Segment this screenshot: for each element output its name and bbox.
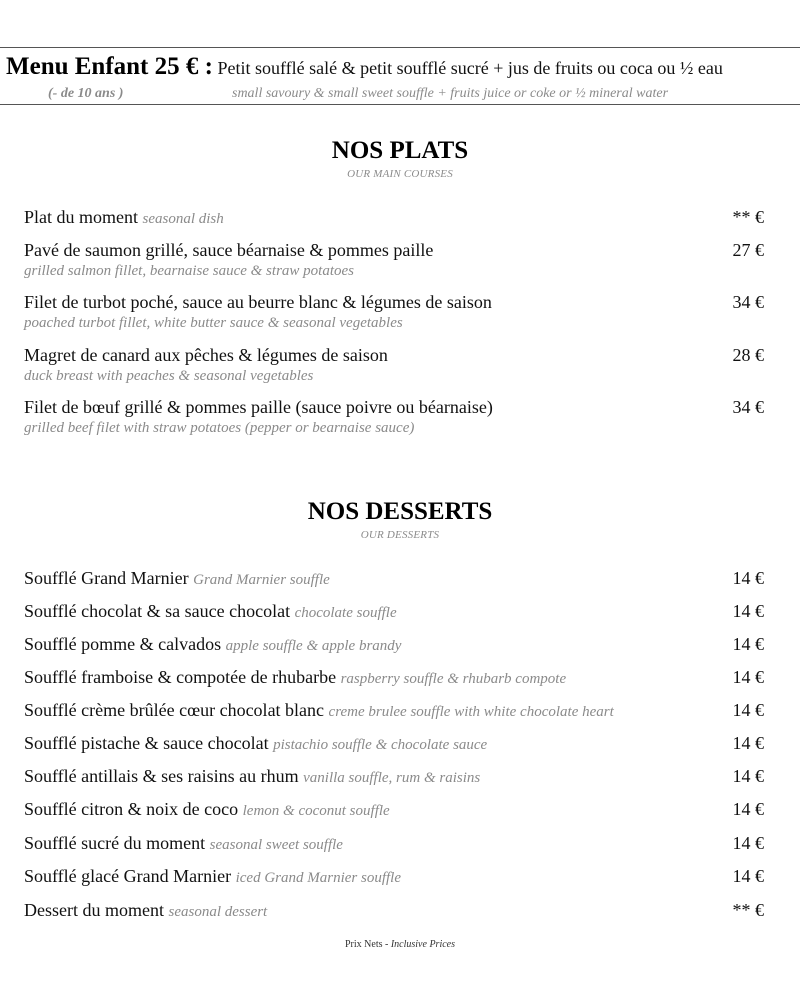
desserts-title: NOS DESSERTS bbox=[307, 498, 493, 525]
menu-item-name-line bbox=[24, 206, 224, 230]
price-note bbox=[0, 939, 800, 950]
dessert-item-translation: apple souffle & apple brandy bbox=[225, 638, 402, 654]
dessert-item-name-line bbox=[24, 699, 614, 723]
dessert-item-price: 14 € bbox=[732, 866, 764, 886]
dessert-item bbox=[24, 798, 764, 822]
dessert-item-price: ** € bbox=[732, 900, 764, 920]
dessert-item-name-line bbox=[24, 732, 487, 756]
dessert-item-price: 14 € bbox=[732, 766, 764, 786]
dessert-item-name: Soufflé glacé Grand Marnier bbox=[24, 866, 232, 886]
main-courses-title: NOS PLATS bbox=[331, 137, 469, 164]
dessert-item-name-line bbox=[24, 666, 566, 690]
dessert-item-translation: vanilla souffle, rum & raisins bbox=[303, 770, 481, 786]
dessert-item-price: 14 € bbox=[732, 568, 764, 588]
dessert-item bbox=[24, 699, 764, 723]
dessert-item-translation: Grand Marnier souffle bbox=[193, 572, 330, 588]
dessert-item bbox=[24, 600, 764, 624]
desserts-subtitle: OUR DESSERTS bbox=[360, 529, 440, 541]
menu-item bbox=[24, 396, 764, 446]
menu-item-name: Magret de canard aux pêches & légumes de saison bbox=[24, 345, 388, 365]
dessert-item-translation: lemon & coconut souffle bbox=[242, 803, 390, 819]
menu-item bbox=[24, 344, 764, 394]
dessert-item bbox=[24, 899, 764, 923]
top-divider bbox=[0, 47, 800, 48]
menu-item-price: ** € bbox=[732, 207, 764, 227]
dessert-item-price: 14 € bbox=[732, 601, 764, 621]
menu-item-name: Pavé de saumon grillé, sauce béarnaise & pommes paille bbox=[24, 240, 434, 260]
dessert-item-name: Soufflé framboise & compotée de rhubarbe bbox=[24, 667, 337, 687]
menu-item-translation: grilled salmon fillet, bearnaise sauce & straw potatoes bbox=[24, 263, 354, 279]
dessert-item bbox=[24, 832, 764, 856]
dessert-item-name: Soufflé pistache & sauce chocolat bbox=[24, 733, 269, 753]
dessert-item-name-line bbox=[24, 765, 480, 789]
dessert-item-price: 14 € bbox=[732, 833, 764, 853]
kids-menu-description: Petit soufflé salé & petit soufflé sucré + jus de fruits ou coca ou ½ eau bbox=[212, 58, 723, 78]
dessert-item-name: Soufflé Grand Marnier bbox=[24, 568, 189, 588]
price-note-fr: Prix Nets - bbox=[345, 939, 391, 950]
menu-item-translation: seasonal dish bbox=[142, 211, 224, 227]
kids-menu-title: Menu Enfant 25 € : bbox=[6, 53, 213, 80]
dessert-item bbox=[24, 567, 764, 591]
dessert-item-name-line bbox=[24, 798, 390, 822]
kids-menu-translation: small savoury & small sweet souffle + fruits juice or coke or ½ mineral water bbox=[232, 86, 669, 101]
menu-item-price: 27 € bbox=[732, 240, 764, 260]
dessert-item-name-line bbox=[24, 832, 343, 856]
dessert-item-translation: creme brulee souffle with white chocolate heart bbox=[328, 704, 614, 720]
dessert-item-price: 14 € bbox=[732, 667, 764, 687]
dessert-item-price: 14 € bbox=[732, 799, 764, 819]
dessert-item-price: 14 € bbox=[732, 733, 764, 753]
menu-item-translation: duck breast with peaches & seasonal vegetables bbox=[24, 368, 314, 384]
menu-item-translation: poached turbot fillet, white butter sauce & seasonal vegetables bbox=[24, 315, 403, 331]
dessert-item-name: Soufflé pomme & calvados bbox=[24, 634, 222, 654]
menu-item-name: Filet de turbot poché, sauce au beurre blanc & légumes de saison bbox=[24, 292, 492, 312]
dessert-item-name: Dessert du moment bbox=[24, 900, 164, 920]
dessert-item bbox=[24, 633, 764, 657]
dessert-item-translation: seasonal dessert bbox=[168, 904, 268, 920]
dessert-item-name: Soufflé sucré du moment bbox=[24, 833, 206, 853]
dessert-item-name-line bbox=[24, 899, 267, 923]
kids-menu-divider bbox=[0, 104, 800, 105]
dessert-item-name: Soufflé antillais & ses raisins au rhum bbox=[24, 766, 299, 786]
dessert-item-name-line bbox=[24, 600, 397, 624]
kids-menu-age-note: (- de 10 ans ) bbox=[48, 86, 124, 101]
kids-menu-line bbox=[6, 54, 723, 83]
dessert-item-name-line bbox=[24, 633, 401, 657]
dessert-item-translation: pistachio souffle & chocolate sauce bbox=[273, 737, 488, 753]
price-note-en: Inclusive Prices bbox=[390, 939, 455, 950]
menu-item-name: Plat du moment bbox=[24, 207, 138, 227]
dessert-item-name: Soufflé crème brûlée cœur chocolat blanc bbox=[24, 700, 325, 720]
menu-item-price: 34 € bbox=[732, 397, 764, 417]
menu-item-name: Filet de bœuf grillé & pommes paille (sauce poivre ou béarnaise) bbox=[24, 397, 493, 417]
menu-item bbox=[24, 239, 764, 289]
dessert-item-translation: chocolate souffle bbox=[294, 605, 397, 621]
dessert-item-price: 14 € bbox=[732, 634, 764, 654]
menu-item-translation: grilled beef filet with straw potatoes (pepper or bearnaise sauce) bbox=[24, 420, 415, 436]
dessert-item-translation: iced Grand Marnier souffle bbox=[235, 870, 401, 886]
dessert-item bbox=[24, 732, 764, 756]
dessert-item bbox=[24, 865, 764, 889]
dessert-item bbox=[24, 765, 764, 789]
dessert-item-name-line bbox=[24, 865, 401, 889]
dessert-item-translation: seasonal sweet souffle bbox=[209, 837, 343, 853]
menu-item-price: 28 € bbox=[732, 345, 764, 365]
dessert-item-name: Soufflé chocolat & sa sauce chocolat bbox=[24, 601, 291, 621]
dessert-item-price: 14 € bbox=[732, 700, 764, 720]
dessert-item-translation: raspberry souffle & rhubarb compote bbox=[340, 671, 567, 687]
menu-item bbox=[24, 291, 764, 341]
main-courses-subtitle: OUR MAIN COURSES bbox=[347, 168, 453, 180]
dessert-item-name: Soufflé citron & noix de coco bbox=[24, 799, 239, 819]
dessert-item-name-line bbox=[24, 567, 330, 591]
menu-item-price: 34 € bbox=[732, 292, 764, 312]
dessert-item bbox=[24, 666, 764, 690]
